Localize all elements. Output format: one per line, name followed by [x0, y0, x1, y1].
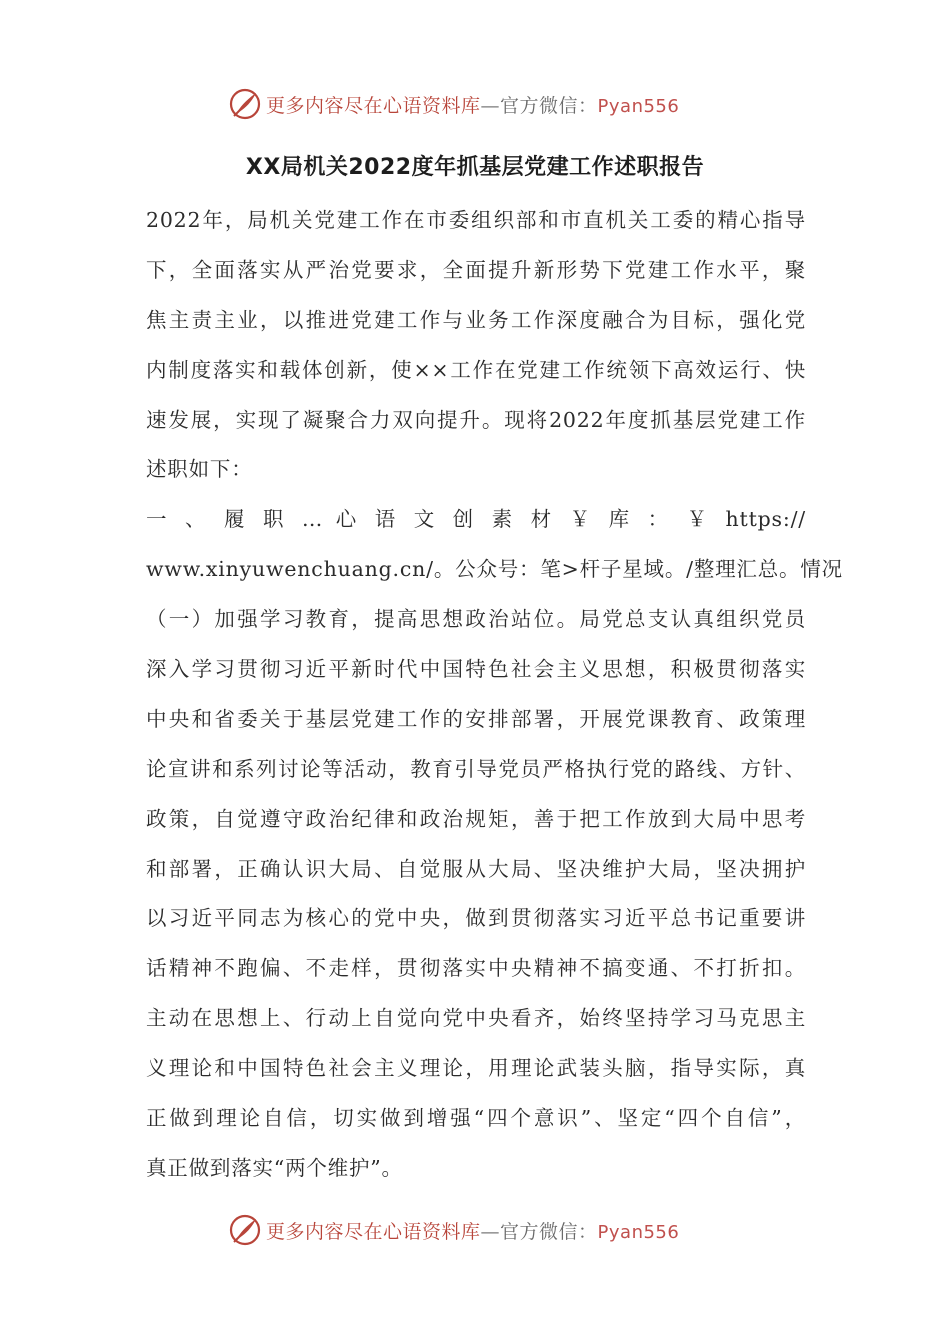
body-line: 下，全面落实从严治党要求，全面提升新形势下党建工作水平，聚 [146, 257, 806, 282]
body-line: 义理论和中国特色社会主义理论，用理论武装头脑，指导实际，真 [146, 1056, 806, 1081]
body-line: （一）加强学习教育，提高思想政治站位。局党总支认真组织党员 [146, 607, 806, 632]
header-watermark [0, 84, 950, 124]
body-line: 述职如下： [146, 457, 253, 482]
body-line: 正做到理论自信，切实做到增强“四个意识”、坚定“四个自信”， [146, 1106, 806, 1131]
footer-watermark [0, 1210, 950, 1250]
document-title: XX局机关2022度年抓基层党建工作述职报告 [245, 155, 705, 180]
quill-pen-icon [228, 1213, 262, 1247]
body-line: 焦主责主业，以推进党建工作与业务工作深度融合为目标，强化党 [146, 307, 806, 332]
body-line: 2022年，局机关党建工作在市委组织部和市直机关工委的精心指导 [146, 208, 806, 232]
body-line: www.xinyuwenchuang.cn/。公众号：笔>杆子星域。/整理汇总。情况 [146, 557, 843, 582]
body-line: 话精神不跑偏、不走样，贯彻落实中央精神不搞变通、不打折扣。 [146, 956, 806, 981]
body-line: 以习近平同志为核心的党中央，做到贯彻落实习近平总书记重要讲 [146, 906, 806, 931]
body-line: 真正做到落实“两个维护”。 [146, 1155, 403, 1180]
body-line: 内制度落实和载体创新，使××工作在党建工作统领下高效运行、快 [146, 357, 806, 382]
body-line: 深入学习贯彻习近平新时代中国特色社会主义思想，积极贯彻落实 [146, 657, 806, 682]
body-line: 论宣讲和系列讨论等活动，教育引导党员严格执行党的路线、方针、 [146, 756, 806, 781]
watermark-text: 更多内容尽在心语资料库—官方微信：Pyan556 [266, 94, 680, 117]
body-line: 主动在思想上、行动上自觉向党中央看齐，始终坚持学习马克思主 [146, 1006, 806, 1031]
body-line: 一 、 履 职 … 心 语 文 创 素 材 ￥ 库 ： ￥ https:// [146, 507, 806, 532]
watermark-text: 更多内容尽在心语资料库—官方微信：Pyan556 [266, 1220, 680, 1243]
document-body [146, 196, 843, 1194]
body-line: 和部署，正确认识大局、自觉服从大局、坚决维护大局，坚决拥护 [146, 856, 806, 881]
body-line: 政策，自觉遵守政治纪律和政治规矩，善于把工作放到大局中思考 [146, 806, 806, 831]
body-line: 速发展，实现了凝聚合力双向提升。现将2022年度抓基层党建工作 [146, 407, 806, 432]
quill-pen-icon [228, 87, 262, 121]
body-line: 中央和省委关于基层党建工作的安排部署，开展党课教育、政策理 [146, 706, 806, 731]
